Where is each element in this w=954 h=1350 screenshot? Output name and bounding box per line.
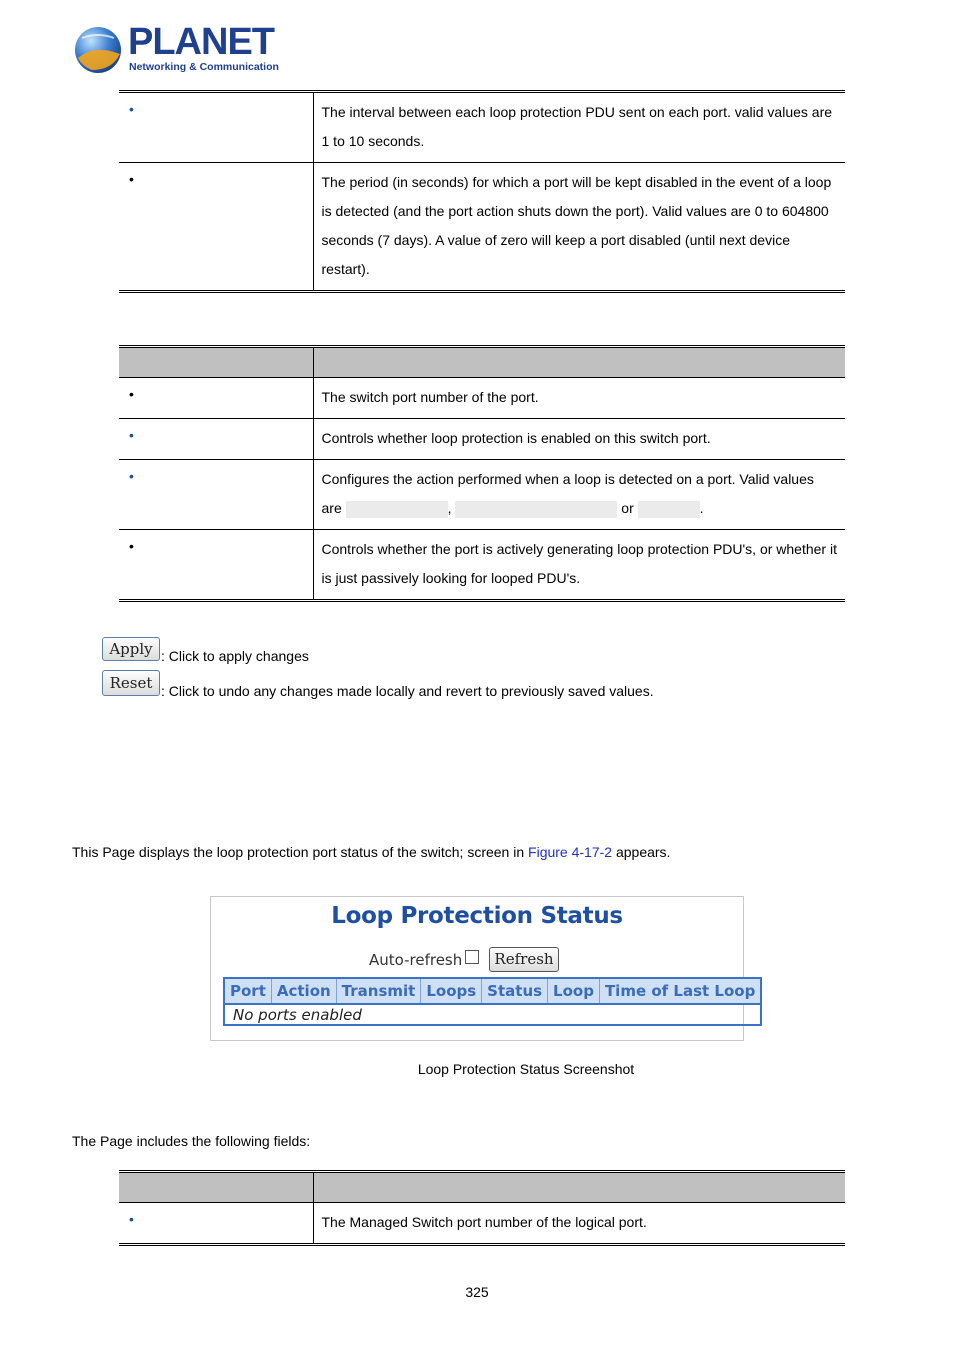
table-row [119, 163, 845, 292]
apply-button[interactable]: Apply [102, 637, 160, 661]
logo-brand: PLANET [128, 21, 274, 63]
status-table [223, 977, 762, 1026]
row-description: Controls whether the port is actively generating loop protection PDU's, or whether it is just passively looking for looped PDU's. [313, 530, 845, 601]
row-description: The interval between each loop protection PDU sent on each port. valid values are 1 to 10 seconds. [313, 92, 845, 163]
intro-paragraph: This Page displays the loop protection port status of the switch; screen in Figure 4-17-2 appears. [72, 844, 671, 860]
col-loops: Loops [421, 978, 482, 1004]
bullet: • [129, 468, 134, 484]
table-row [119, 530, 845, 601]
bullet: • [129, 538, 134, 554]
table-row [119, 92, 845, 163]
logo-tagline: Networking & Communication [129, 61, 279, 73]
auto-refresh-label: Auto-refresh [369, 951, 463, 969]
fields-intro: The Page includes the following fields: [72, 1133, 311, 1149]
table-header-row [119, 1172, 845, 1203]
status-header-row [224, 978, 761, 1004]
table-row [119, 460, 845, 530]
bullet: • [129, 386, 134, 402]
row-description: The Managed Switch port number of the logical port. [313, 1203, 845, 1245]
status-empty-row [224, 1004, 761, 1025]
bullet: • [129, 171, 134, 187]
bullet: • [129, 1211, 134, 1227]
col-transmit: Transmit [336, 978, 421, 1004]
screenshot-title: Loop Protection Status [331, 903, 623, 929]
redacted-value [455, 501, 617, 518]
bullet: • [129, 427, 134, 443]
param-table-3 [119, 1170, 845, 1246]
col-port: Port [224, 978, 271, 1004]
param-table-1 [119, 90, 845, 293]
figure-link[interactable]: Figure 4-17-2 [528, 844, 613, 860]
col-time-of-last-loop: Time of Last Loop [599, 978, 761, 1004]
row-description: The switch port number of the port. [313, 378, 845, 419]
refresh-button[interactable]: Refresh [489, 947, 559, 972]
page-number: 325 [465, 1284, 489, 1300]
reset-button[interactable]: Reset [102, 670, 160, 696]
auto-refresh-checkbox[interactable] [465, 950, 479, 964]
col-action: Action [271, 978, 336, 1004]
row-description: The period (in seconds) for which a port will be kept disabled in the event of a loop is detected (and the port action shuts down the port). Valid values are 0 to 604800 seconds (7 days). A value of zero will keep a port disabled (until next device restart). [313, 163, 845, 292]
table-row [119, 378, 845, 419]
apply-caption: : Click to apply changes [161, 648, 309, 664]
bullet: • [129, 101, 134, 117]
globe-icon [72, 24, 124, 76]
planet-logo [72, 21, 279, 78]
table-row [119, 1203, 845, 1245]
redacted-value [346, 501, 448, 518]
col-status: Status [482, 978, 548, 1004]
redacted-value [638, 501, 700, 518]
row-description: Controls whether loop protection is enabled on this switch port. [313, 419, 845, 460]
reset-caption: : Click to undo any changes made locally and revert to previously saved values. [161, 683, 654, 699]
loop-protection-status-screenshot [210, 896, 756, 1041]
param-table-2 [119, 345, 845, 602]
figure-caption: Loop Protection Status Screenshot [417, 1061, 635, 1077]
col-loop: Loop [548, 978, 600, 1004]
row-description: Configures the action performed when a loop is detected on a port. Valid values are , or . [313, 460, 845, 530]
table-row [119, 419, 845, 460]
empty-message: No ports enabled [224, 1004, 761, 1025]
table-header-row [119, 347, 845, 378]
